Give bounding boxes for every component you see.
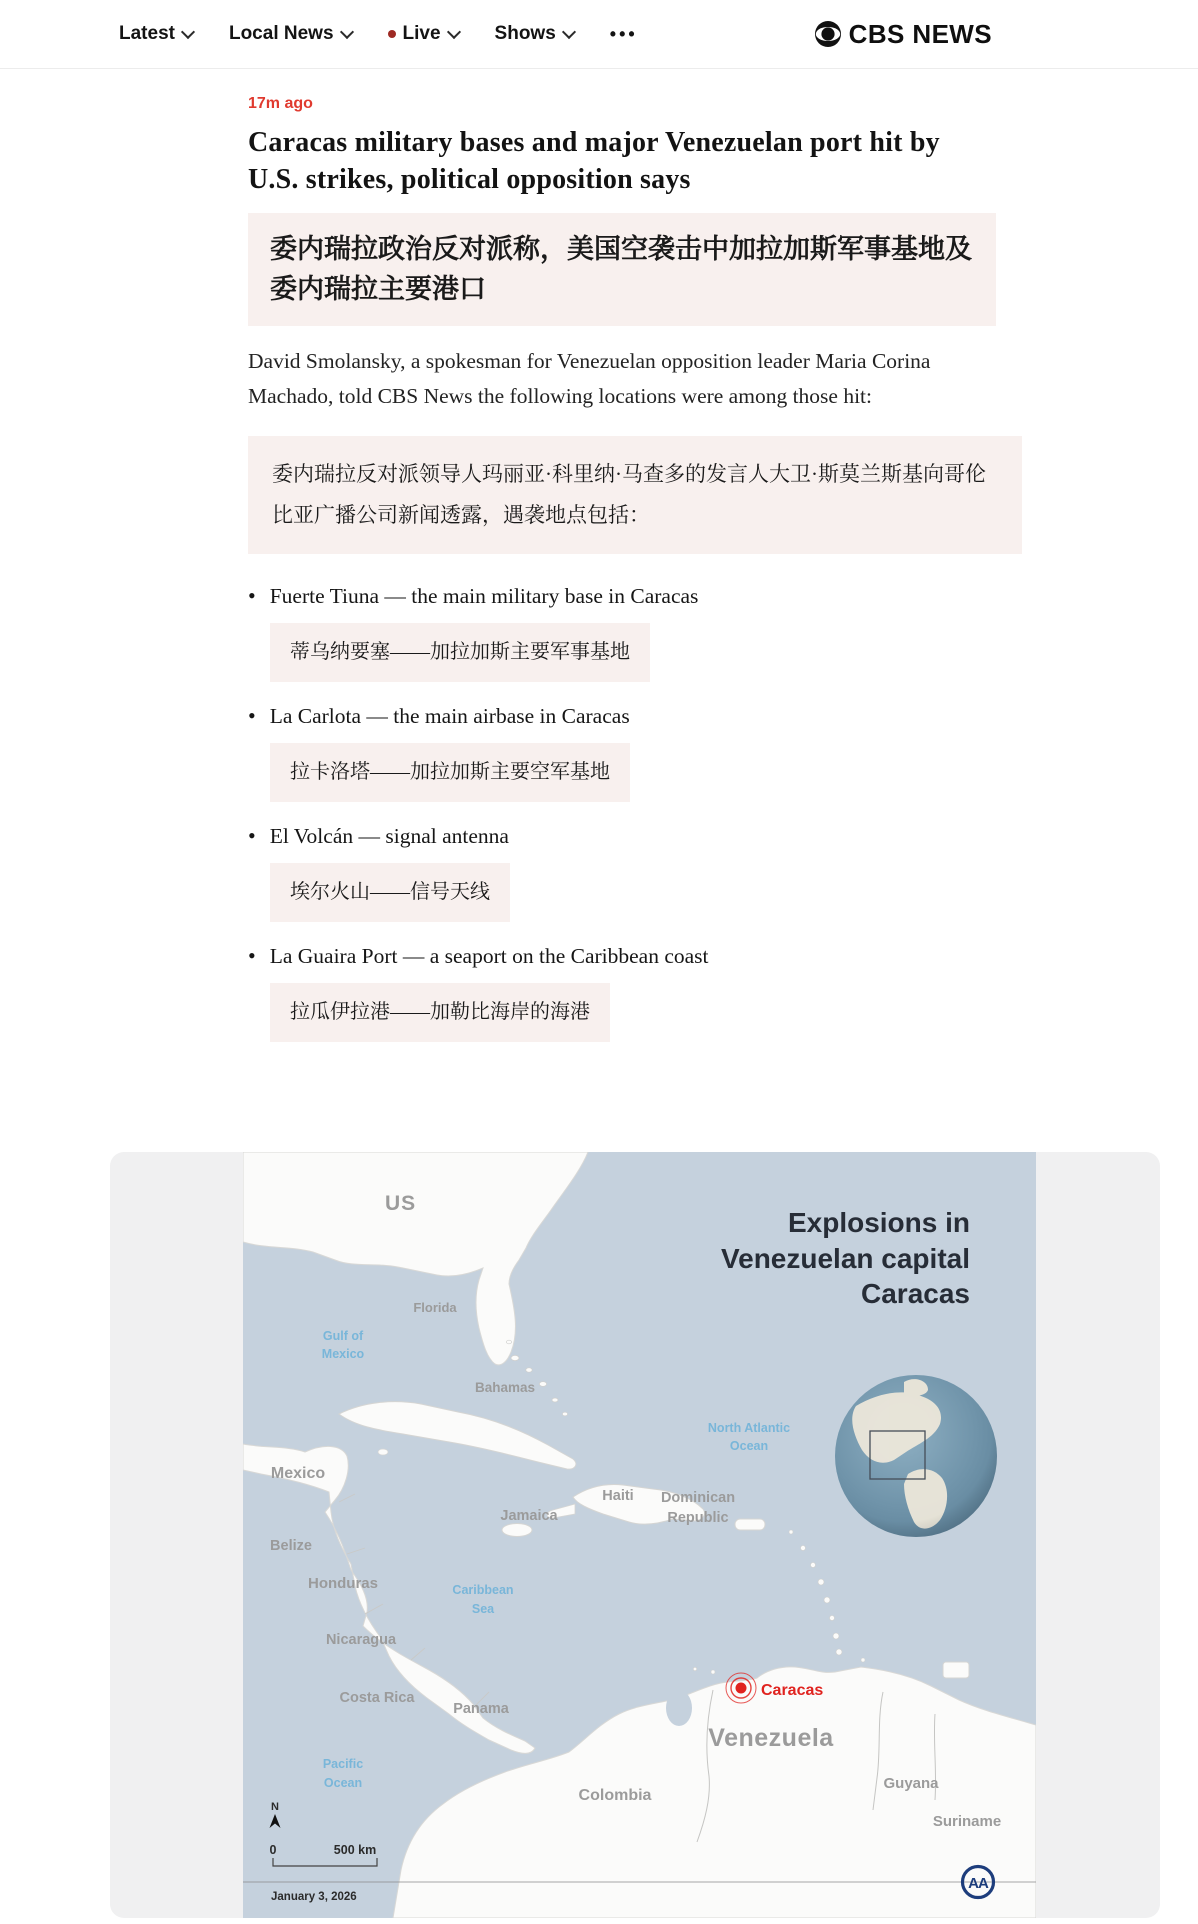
map-label-venezuela: Venezuela: [708, 1724, 834, 1752]
map-figure: [110, 1152, 1160, 1918]
nav-label: Live: [402, 23, 441, 44]
bullet-dot: •: [248, 583, 256, 609]
map-title-line3: Caracas: [861, 1278, 970, 1309]
nav-item-latest[interactable]: [119, 23, 193, 45]
top-nav-bar: [0, 0, 1198, 69]
trinidad-island: [943, 1662, 969, 1678]
map-date: January 3, 2026: [271, 1891, 357, 1903]
map-label-gulf-of-mexico: Gulf of: [322, 1329, 364, 1343]
map-label-dominican-republic: Dominican: [660, 1490, 736, 1506]
list-item-text: [248, 944, 996, 969]
jamaica-island: [502, 1524, 532, 1537]
map-label-haiti: Haiti: [602, 1488, 634, 1504]
cbs-eye-icon: [814, 20, 842, 48]
primary-nav: [119, 23, 638, 45]
map-label-jamaica: Jamaica: [500, 1508, 558, 1524]
map-label-us: US: [385, 1192, 417, 1215]
map-label-dominican-republic-2: Republic: [667, 1510, 729, 1526]
map-label-caribbean-sea-2: Sea: [471, 1602, 495, 1616]
live-dot-icon: [388, 30, 396, 38]
location-translation-box: 拉卡洛塔——加拉加斯主要空军基地: [270, 743, 630, 802]
list-item: [248, 944, 996, 1042]
locations-list: [248, 584, 996, 1042]
map-label-mexico: Mexico: [270, 1465, 326, 1482]
location-en: La Carlota — the main airbase in Caracas: [269, 704, 630, 729]
location-en: La Guaira Port — a seaport on the Caribbean coast: [269, 944, 709, 969]
aa-logo-text: AA: [968, 1875, 988, 1892]
list-item-text: [248, 704, 996, 729]
caracas-marker-label: Caracas: [761, 1682, 824, 1699]
scale-start-label: 0: [269, 1843, 277, 1857]
headline-translation-box: 委内瑞拉政治反对派称，美国空袭击中加拉加斯军事基地及委内瑞拉主要港口: [248, 213, 996, 326]
nav-item-shows[interactable]: [495, 23, 574, 45]
map-label-gulf-of-mexico-2: Mexico: [321, 1347, 365, 1361]
map-label-colombia: Colombia: [578, 1787, 652, 1804]
map-label-caribbean-sea: Caribbean: [452, 1583, 514, 1597]
list-item-text: [248, 824, 996, 849]
caribbean-map-image: [243, 1152, 1036, 1918]
map-label-panama: Panama: [453, 1701, 509, 1717]
location-en: El Volcán — signal antenna: [269, 824, 509, 849]
map-label-north-atlantic-2: Ocean: [729, 1439, 769, 1453]
map-label-belize: Belize: [270, 1538, 312, 1554]
nav-label: Local News: [228, 23, 334, 44]
cbs-news-logo[interactable]: [814, 19, 992, 50]
map-label-costa-rica: Costa Rica: [339, 1690, 415, 1706]
lake-maracaibo: [666, 1690, 692, 1726]
map-label-pacific-ocean-2: Ocean: [323, 1776, 363, 1790]
bullet-dot: •: [248, 823, 256, 849]
location-en: Fuerte Tiuna — the main military base in Caracas: [269, 584, 699, 609]
map-label-guyana: Guyana: [883, 1775, 939, 1792]
map-title-line2: Venezuelan capital: [721, 1243, 970, 1274]
nav-item-local-news[interactable]: [229, 23, 352, 45]
chevron-down-icon: [339, 25, 353, 39]
map-label-florida: Florida: [413, 1300, 457, 1315]
article-headline: Caracas military bases and major Venezuelan port hit by U.S. strikes, political opposition says: [248, 127, 940, 195]
scale-end-label: 500 km: [333, 1843, 377, 1857]
more-menu-button[interactable]: •••: [609, 23, 638, 44]
article-timestamp: 17m ago: [248, 95, 313, 112]
list-item-text: [248, 584, 996, 609]
nav-label: Shows: [494, 23, 556, 44]
location-translation-box: 拉瓜伊拉港——加勒比海岸的海港: [270, 983, 610, 1042]
article-paragraph: David Smolansky, a spokesman for Venezuelan opposition leader Maria Corina Machado, told CBS News the following locations were among those hit:: [248, 348, 931, 409]
chevron-down-icon: [181, 25, 195, 39]
map-label-pacific-ocean: Pacific: [322, 1757, 364, 1771]
brand-wordmark: CBS NEWS: [848, 18, 992, 49]
map-title-line1: Explosions in: [787, 1207, 970, 1238]
location-translation-box: 埃尔火山——信号天线: [270, 863, 510, 922]
paragraph-translation-box: 委内瑞拉反对派领导人玛丽亚·科里纳·马查多的发言人大卫·斯莫兰斯基向哥伦比亚广播公司新闻透露，遇袭地点包括：: [248, 436, 1022, 554]
chevron-down-icon: [446, 25, 460, 39]
map-label-north-atlantic: North Atlantic: [707, 1421, 791, 1435]
map-label-nicaragua: Nicaragua: [325, 1632, 397, 1648]
bullet-dot: •: [248, 703, 256, 729]
bullet-dot: •: [248, 943, 256, 969]
chevron-down-icon: [562, 25, 576, 39]
globe-inset-icon: [835, 1375, 997, 1537]
map-label-honduras: Honduras: [307, 1575, 379, 1592]
map-label-suriname: Suriname: [932, 1813, 1002, 1830]
nav-label: Latest: [119, 23, 175, 44]
article-body: [248, 68, 996, 1064]
location-translation-box: 蒂乌纳要塞——加拉加斯主要军事基地: [270, 623, 650, 682]
puerto-rico-island: [735, 1519, 765, 1530]
north-label: N: [271, 1801, 279, 1813]
list-item: [248, 824, 996, 922]
map-label-bahamas: Bahamas: [474, 1380, 536, 1395]
nav-item-live[interactable]: [388, 23, 459, 45]
list-item: [248, 584, 996, 682]
list-item: [248, 704, 996, 802]
